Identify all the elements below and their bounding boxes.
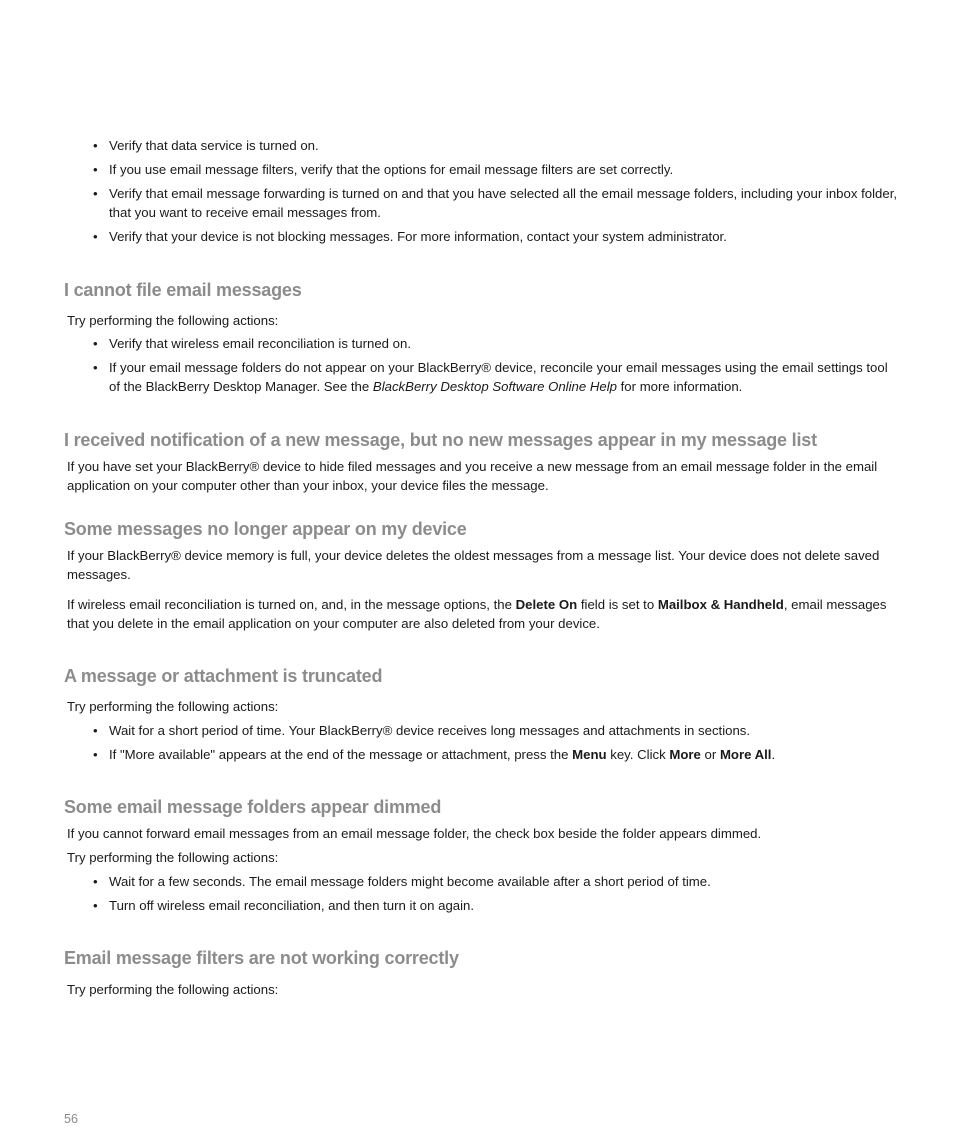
field-name: Delete On xyxy=(515,597,578,612)
list-item: • Verify that data service is turned on. xyxy=(92,136,902,155)
more-all-option: More All xyxy=(719,747,772,762)
section-heading: I cannot file email messages xyxy=(64,280,302,300)
paragraph: Try performing the following actions: xyxy=(67,699,279,714)
list-item: • If "More available" appears at the end of the message or attachment, press the Menu key. Click More or More All. xyxy=(92,745,902,764)
paragraph: Try performing the following actions: xyxy=(67,313,279,328)
list-item: • If you use email message filters, verify that the options for email message filters are set correctly. xyxy=(92,160,902,179)
more-option: More xyxy=(669,747,701,762)
section-heading: Some email message folders appear dimmed xyxy=(64,797,442,817)
paragraph: If you cannot forward email messages from an email message folder, the check box beside the folder appears dimmed. xyxy=(67,826,762,841)
section-heading: Some messages no longer appear on my device xyxy=(64,519,467,539)
paragraph: If you have set your BlackBerry® device to hide filed messages and you receive a new message from an email message folder in the email application on your computer other than your inbox, your device files the message. xyxy=(67,459,878,493)
option-value: Mailbox & Handheld xyxy=(657,597,784,612)
verification-list xyxy=(92,136,902,251)
paragraph: If wireless email reconciliation is turned on, and, in the message options, the Delete On field is set to Mailbox & Handheld, email messages that you delete in the email application on your computer are also deleted from your device. xyxy=(67,597,887,631)
list-item: • If your email message folders do not appear on your BlackBerry® device, reconcile your email messages using the email settings tool of the BlackBerry Desktop Manager. See the BlackBerry Desktop Software Online Help for more information. xyxy=(92,358,902,396)
list-item: • Verify that email message forwarding is turned on and that you have selected all the email message folders, including your inbox folder, that you want to receive email messages from. xyxy=(92,184,902,222)
action-list xyxy=(92,334,902,401)
section-heading: Email message filters are not working correctly xyxy=(64,948,459,968)
list-item: • Verify that wireless email reconciliation is turned on. xyxy=(92,334,902,353)
section-heading: I received notification of a new message, but no new messages appear in my message list xyxy=(64,430,817,450)
menu-key: Menu xyxy=(572,747,607,762)
paragraph: Try performing the following actions: xyxy=(67,982,279,997)
action-list xyxy=(92,872,902,920)
section-heading: A message or attachment is truncated xyxy=(64,666,383,686)
list-item: • Turn off wireless email reconciliation, and then turn it on again. xyxy=(92,896,902,915)
paragraph: Try performing the following actions: xyxy=(67,850,279,865)
page-number: 56 xyxy=(64,1112,78,1126)
list-item: • Wait for a few seconds. The email message folders might become available after a short period of time. xyxy=(92,872,902,891)
action-list xyxy=(92,721,902,769)
help-reference: BlackBerry Desktop Software Online Help xyxy=(372,379,617,394)
list-item: • Verify that your device is not blocking messages. For more information, contact your system administrator. xyxy=(92,227,902,246)
list-item: • Wait for a short period of time. Your BlackBerry® device receives long messages and attachments in sections. xyxy=(92,721,902,740)
paragraph: If your BlackBerry® device memory is full, your device deletes the oldest messages from a message list. Your device does not delete saved messages. xyxy=(67,548,880,582)
